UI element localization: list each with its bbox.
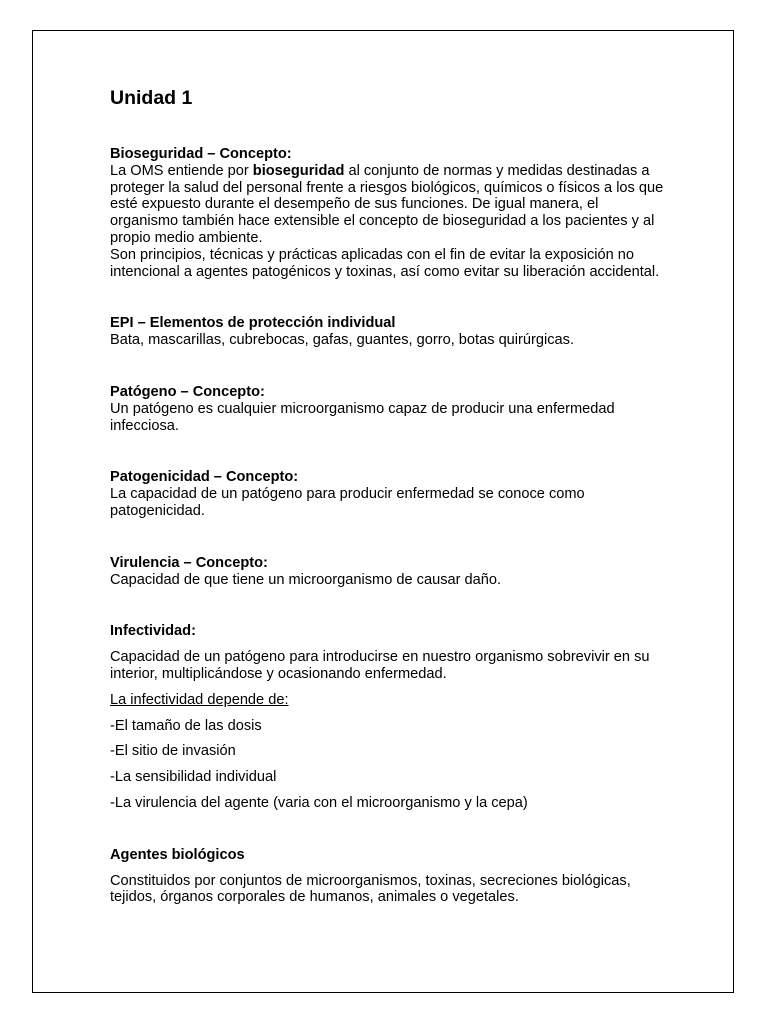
- text-run: La OMS entiende por: [110, 162, 253, 179]
- list-item: -El tamaño de las dosis: [110, 717, 262, 734]
- section-bioseguridad: [110, 146, 670, 280]
- section-title: Infectividad:: [110, 623, 196, 640]
- document-page: [32, 30, 734, 993]
- list-item: -La sensibilidad individual: [110, 769, 277, 786]
- section-title: Patogenicidad – Concepto:: [110, 469, 299, 486]
- section-title: Bioseguridad – Concepto:: [110, 146, 292, 162]
- paragraph: Son principios, técnicas y prácticas aplicadas con el fin de evitar la exposición no intencional a agentes patogénicos y toxinas, así como evitar su liberación accidental.: [110, 246, 660, 280]
- section-infectividad: [110, 623, 670, 811]
- section-title: Agentes biológicos: [110, 846, 245, 863]
- section-agentes: [110, 847, 670, 906]
- section-patogenicidad: [110, 469, 670, 519]
- section-epi: [110, 315, 670, 349]
- paragraph: Capacidad de que tiene un microorganismo de causar daño.: [110, 571, 502, 588]
- section-title: EPI – Elementos de protección individual: [110, 315, 396, 332]
- unit-title: Unidad 1: [110, 87, 193, 109]
- section-title: Virulencia – Concepto:: [110, 554, 268, 571]
- list-item: -El sitio de invasión: [110, 743, 236, 760]
- paragraph: [110, 163, 670, 247]
- section-title: Patógeno – Concepto:: [110, 383, 265, 400]
- list-item: -La virulencia del agente (varia con el microorganismo y la cepa): [110, 794, 528, 811]
- bold-term: bioseguridad: [252, 162, 345, 179]
- paragraph: La capacidad de un patógeno para producir enfermedad se conoce como patogenicidad.: [110, 486, 585, 519]
- text-run: al conjunto de normas y medidas destinadas a proteger la salud del personal frente a riesgos biológicos, químicos o físicos a los que esté expuesto durante el desempeño de sus funciones. De igual manera, el organismo también hace extensible el concepto de bioseguridad a los pacientes y al propio medio ambiente.: [110, 162, 664, 246]
- paragraph: Bata, mascarillas, cubrebocas, gafas, guantes, gorro, botas quirúrgicas.: [110, 332, 574, 349]
- section-virulencia: [110, 555, 670, 589]
- depends-label: La infectividad depende de:: [110, 691, 289, 708]
- paragraph: Capacidad de un patógeno para introducirse en nuestro organismo sobrevivir en su interior, multiplicándose y ocasionando enfermedad.: [110, 649, 650, 682]
- paragraph: Un patógeno es cualquier microorganismo capaz de producir una enfermedad infecciosa.: [110, 400, 615, 434]
- paragraph: Constituidos por conjuntos de microorganismos, toxinas, secreciones biológicas, tejidos, órganos corporales de humanos, animales o vegetales.: [110, 872, 631, 906]
- section-patogeno: [110, 384, 670, 434]
- document-content: [110, 86, 670, 906]
